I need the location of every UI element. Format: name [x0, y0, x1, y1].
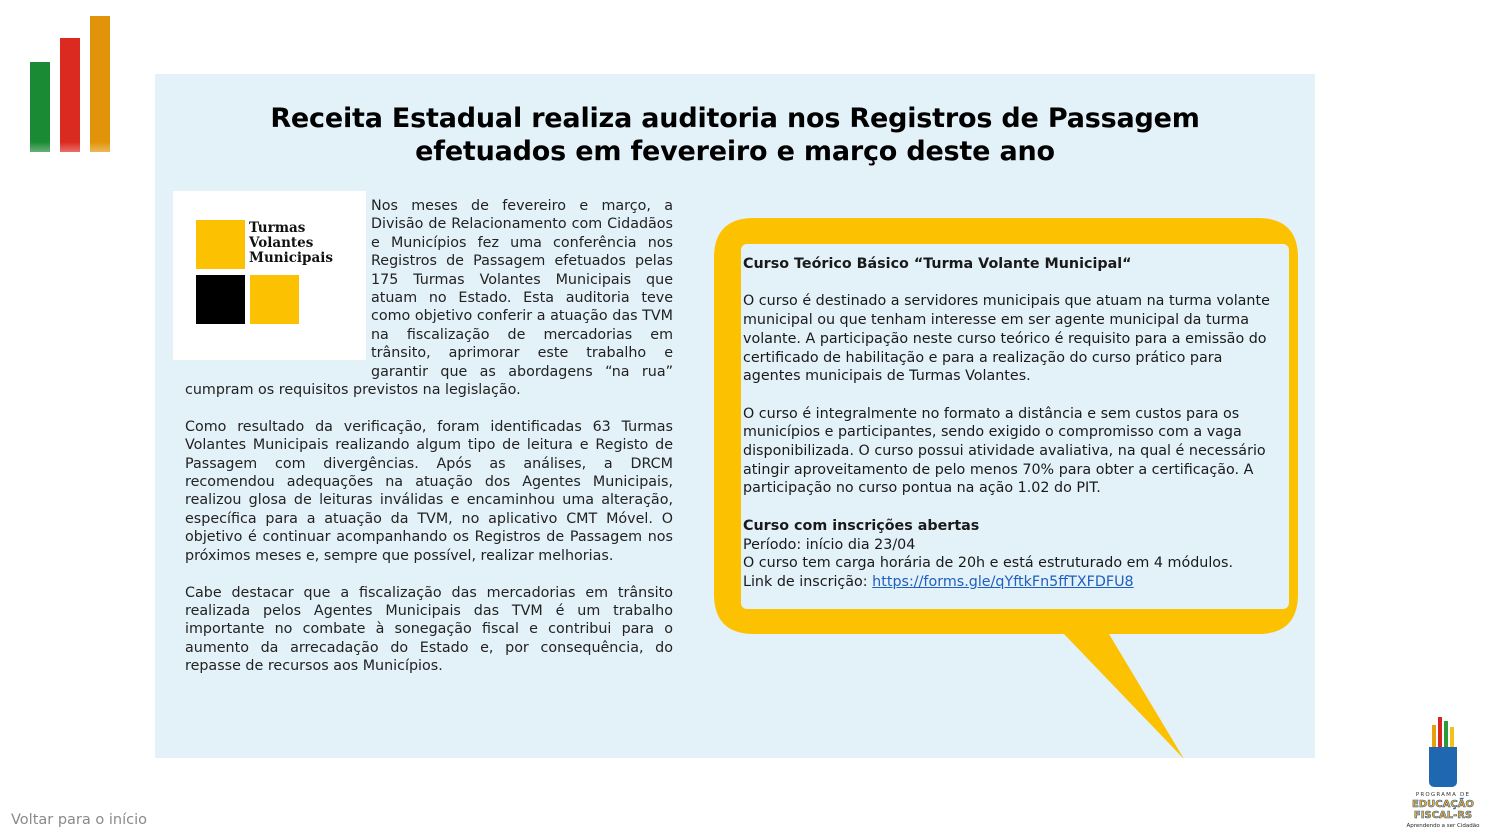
enrollment-heading: Curso com inscrições abertas — [743, 517, 980, 534]
brand-line-3: FISCAL-RS — [1413, 810, 1473, 821]
page-title — [155, 102, 1315, 168]
article-paragraph-2: Como resultado da verificação, foram identificadas 63 Turmas Volantes Municipais realizando algum tipo de leitura e Registo de Passagem com divergências. Após as análises, a DRCM recomendou adequações na atuação dos Agentes Municipais, realizou glosa de leituras inválidas e encaminhou uma alteração, específica para a atuação da TVM, no aplicativo CMT Móvel. O objetivo é continuar acompanhando os Registros de Passagem nos próximos meses e, sempre que possível, realizar melhorias. — [185, 418, 673, 564]
course-paragraph-2: O curso é integralmente no formato a distância e sem custos para os municípios e participantes, sendo exigido o compromisso com a vaga disponibilizada. O curso possui atividade avaliativa, na qual é necessário atingir aproveitamento de pelo menos 70% para obter a certificação. A participação no curso pontua na ação 1.02 do PIT. — [743, 405, 1266, 497]
brand-line-1: PROGRAMA DE — [1415, 792, 1471, 798]
course-info — [743, 255, 1271, 592]
pencil-cup-icon — [1429, 747, 1457, 787]
article-paragraph-1: Nos meses de fevereiro e março, a Divisão de Relacionamento com Cidadãos e Municípios fez uma conferência nos Registros de Passagem efetuados pelas 175 Turmas Volantes Municipais que atuam no Estado. Esta auditoria teve como objetivo conferir a atuação das TVM na fiscalização de mercadorias em trânsito, aprimorar este trabalho e garantir que as abordagens “na rua” cumpram os requisitos previstos na legislação. — [185, 198, 673, 399]
pencil-icon — [1450, 727, 1454, 749]
title-line-2: efetuados em fevereiro e março deste ano — [415, 136, 1055, 167]
brand-line-2: EDUCAÇÃO — [1412, 799, 1474, 810]
article-paragraph-3: Cabe destacar que a fiscalização das mercadorias em trânsito realizada pelos Agentes Municipais das TVM é um trabalho importante no combate à sonegação fiscal e contribui para o aumento da arrecadação do Estado e, por consequência, do repasse de recursos aos Municípios. — [185, 584, 673, 675]
course-duration: O curso tem carga horária de 20h e está estruturado em 4 módulos. — [743, 555, 1234, 572]
title-line-1: Receita Estadual realiza auditoria nos Registros de Passagem — [270, 103, 1200, 134]
course-heading: Curso Teórico Básico “Turma Volante Municipal“ — [743, 256, 1132, 272]
pencil-icon — [1438, 717, 1442, 747]
bar-chart-logo — [30, 16, 110, 152]
red-bar-icon — [60, 38, 80, 152]
orange-bar-icon — [90, 16, 110, 152]
back-to-start-link[interactable]: Voltar para o início — [11, 812, 147, 828]
brand-tagline: Aprendendo a ser Cidadão — [1406, 823, 1480, 829]
pencil-icon — [1444, 721, 1448, 747]
green-bar-icon — [30, 62, 50, 152]
link-label: Link de inscrição: — [743, 573, 873, 590]
logo-text: Turmas Volantes Municipais — [249, 220, 333, 266]
enrollment-link[interactable]: https://forms.gle/qYftkFn5ffTXFDFU8 — [872, 573, 1134, 590]
enrollment-link-row — [743, 573, 1271, 592]
enrollment-period: Período: início dia 23/04 — [743, 536, 916, 553]
pencil-icon — [1432, 725, 1436, 749]
course-paragraph-1: O curso é destinado a servidores municipais que atuam na turma volante municipal ou que tenham interesse em ser agente municipal da turma volante. A participação neste curso teórico é requisito para a emissão do certificado de habilitação e para a realização do curso prático para agentes municipais de Turmas Volantes. — [743, 293, 1270, 385]
brand-name — [1405, 799, 1481, 821]
article-body — [185, 197, 673, 694]
educacao-fiscal-logo — [1405, 713, 1481, 833]
